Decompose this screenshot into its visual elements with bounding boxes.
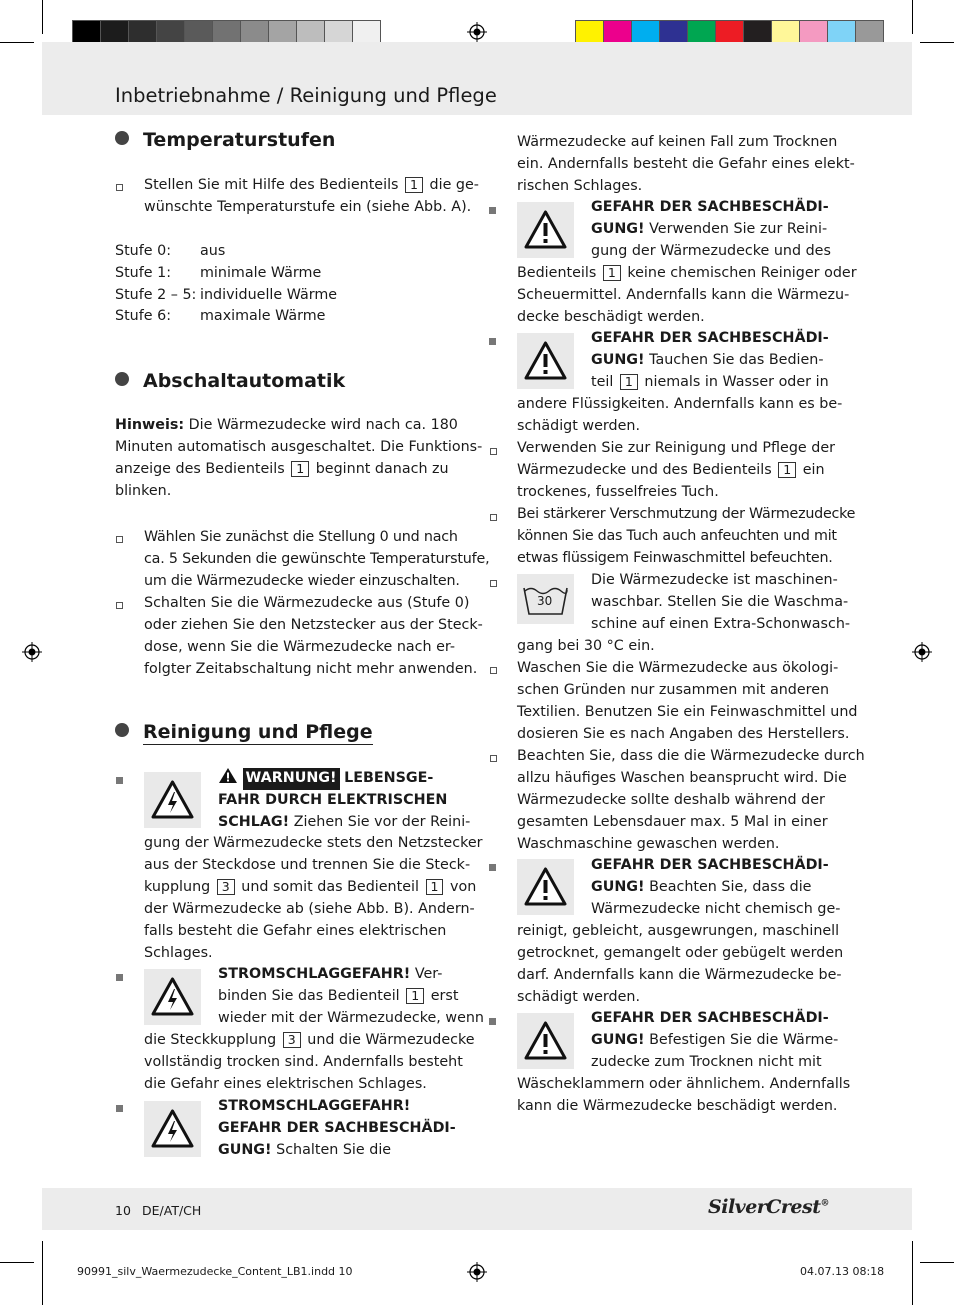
section-heading-abschaltautomatik: Abschaltautomatik bbox=[115, 370, 345, 392]
stufe-row: Stufe 0: aus bbox=[115, 243, 226, 259]
warning-paragraph-cont: gung der Wärmezudecke stets den Netzstecker aus der Steckdose und trennen Sie die Steck- kupplung 3 und somit das Bedienteil 1 von der Wärmezudecke ab (siehe Abb. B). Andern- falls besteht die Gefahr eines elektrischen Schlages. bbox=[144, 835, 483, 961]
registration-mark-icon bbox=[912, 642, 932, 662]
square-bullet-icon bbox=[116, 777, 123, 784]
square-bullet-icon bbox=[116, 1105, 123, 1112]
warning-paragraph: WARNUNG! LEBENSGE- FAHR DURCH ELEKTRISCHEN SCHLAG! Ziehen Sie vor der Reini- bbox=[218, 767, 470, 834]
section-heading-temperaturstufen: Temperaturstufen bbox=[115, 129, 335, 151]
crop-mark bbox=[0, 42, 34, 43]
bullet-dot-icon bbox=[115, 723, 129, 737]
caution-warning-icon bbox=[517, 1013, 574, 1069]
checkbox-bullet-icon bbox=[116, 536, 123, 543]
checkbox-bullet-icon bbox=[116, 184, 123, 191]
square-bullet-icon bbox=[489, 207, 496, 214]
warning-paragraph: GEFAHR DER SACHBESCHÄDI- GUNG! Befestigen Sie die Wärme- zudecke zum Trocknen nicht mit bbox=[591, 1010, 839, 1070]
list-item: Verwenden Sie zur Reinigung und Pflege der Wärmezudecke und des Bedienteils 1 ein trockenes, fusselfreies Tuch. bbox=[517, 440, 835, 500]
warning-paragraph: GEFAHR DER SACHBESCHÄDI- GUNG! Beachten Sie, dass die Wärmezudecke nicht chemisch ge- bbox=[591, 857, 841, 917]
list-item: Die Wärmezudecke ist maschinen- waschbar. Stellen Sie die Waschma- schine auf einen Extra-Schonwasch- bbox=[591, 572, 851, 632]
continued-paragraph: Wärmezudecke auf keinen Fall zum Trocknen ein. Andernfalls besteht die Gefahr eines elekt- rischen Schlages. bbox=[517, 134, 855, 194]
warning-paragraph-cont: reinigt, gebleicht, ausgewrungen, maschinell getrocknet, gemangelt oder gebügelt werden darf. Andernfalls kann die Wärmezudecke be- schädigt werden. bbox=[517, 923, 844, 1005]
caution-warning-icon bbox=[517, 859, 574, 915]
stufe-row: Stufe 2 – 5: individuelle Wärme bbox=[115, 287, 338, 303]
ref-number: 1 bbox=[405, 177, 423, 193]
crop-mark bbox=[42, 1241, 43, 1305]
checkbox-bullet-icon bbox=[490, 514, 497, 521]
bullet-dot-icon bbox=[115, 131, 129, 145]
warning-paragraph-cont: andere Flüssigkeiten. Andernfalls kann es be- schädigt werden. bbox=[517, 396, 843, 434]
square-bullet-icon bbox=[489, 338, 496, 345]
checkbox-bullet-icon bbox=[490, 667, 497, 674]
file-info: 90991_silv_Waermezudecke_Content_LB1.indd 10 bbox=[77, 1265, 353, 1278]
ref-number: 1 bbox=[778, 462, 796, 478]
caution-warning-icon bbox=[517, 333, 574, 389]
wash-30-icon bbox=[517, 574, 574, 624]
checkbox-bullet-icon bbox=[490, 580, 497, 587]
list-item-cont: gang bei 30 °C ein. bbox=[517, 638, 655, 654]
ref-number: 1 bbox=[620, 374, 638, 390]
warning-paragraph: GEFAHR DER SACHBESCHÄDI- GUNG! Verwenden Sie zur Reini- gung der Wärmezudecke und des bbox=[591, 199, 831, 259]
warning-paragraph: STROMSCHLAGGEFAHR! GEFAHR DER SACHBESCHÄDI- GUNG! Schalten Sie die bbox=[218, 1098, 456, 1158]
crop-mark bbox=[42, 0, 43, 34]
square-bullet-icon bbox=[116, 974, 123, 981]
crop-mark bbox=[920, 42, 954, 43]
warning-paragraph: GEFAHR DER SACHBESCHÄDI- GUNG! Tauchen Sie das Bedien- teil 1 niemals in Wasser oder in bbox=[591, 330, 829, 390]
warning-paragraph: STROMSCHLAGGEFAHR! Ver- binden Sie das Bedienteil 1 erst wieder mit der Wärmezudecke, wenn bbox=[218, 966, 484, 1026]
warning-paragraph-cont: die Steckkupplung 3 und die Wärmezudecke vollständig trocken sind. Andernfalls besteht die Gefahr eines elektrischen Schlages. bbox=[144, 1032, 475, 1092]
crop-mark bbox=[912, 1241, 913, 1305]
region-label: DE/AT/CH bbox=[142, 1203, 202, 1218]
registration-mark-icon bbox=[467, 1262, 487, 1282]
page-number: 10 bbox=[115, 1203, 131, 1218]
list-item: Waschen Sie die Wärmezudecke aus ökologi- schen Gründen nur zusammen mit anderen Textilien. Benutzen Sie ein Feinwaschmittel und dosieren Sie es nach Angaben des Herstellers. bbox=[517, 660, 858, 742]
ref-number: 1 bbox=[291, 461, 309, 477]
ref-number: 1 bbox=[603, 265, 621, 281]
registered-mark-icon: ® bbox=[820, 1198, 829, 1209]
list-item: Schalten Sie die Wärmezudecke aus (Stufe 0) oder ziehen Sie den Netzstecker aus der Steck- dose, wenn Sie die Wärmezudecke nach er- folgter Zeitabschaltung nicht mehr anwenden. bbox=[144, 595, 483, 677]
checkbox-bullet-icon bbox=[116, 602, 123, 609]
electric-shock-warning-icon bbox=[144, 969, 201, 1025]
registration-mark-icon bbox=[467, 22, 487, 42]
warning-paragraph-cont: Bedienteils 1 keine chemischen Reiniger oder Scheuermittel. Andernfalls kann die Wärmezu- decke beschädigt werden. bbox=[517, 265, 857, 325]
stufe-row: Stufe 6: maximale Wärme bbox=[115, 308, 326, 324]
checkbox-bullet-icon bbox=[490, 448, 497, 455]
crop-mark bbox=[912, 0, 913, 34]
ref-number: 3 bbox=[217, 879, 235, 895]
warning-paragraph-cont: Wäscheklammern oder ähnlichem. Andernfalls kann die Wärmezudecke beschädigt werden. bbox=[517, 1076, 851, 1114]
warning-triangle-icon bbox=[218, 767, 238, 784]
list-item: Wählen Sie zunächst die Stellung 0 und nach ca. 5 Sekunden die gewünschte Temperaturstufe, um die Wärmezudecke wieder einzuschalten. bbox=[144, 529, 490, 589]
square-bullet-icon bbox=[489, 864, 496, 871]
page-title: Inbetriebnahme / Reinigung und Pflege bbox=[115, 84, 497, 107]
ref-number: 1 bbox=[406, 988, 424, 1004]
caution-warning-icon bbox=[517, 202, 574, 258]
registration-mark-icon bbox=[22, 642, 42, 662]
section-heading-reinigung: Reinigung und Pflege bbox=[115, 721, 373, 743]
brand-logo: SilverCrest® bbox=[708, 1196, 829, 1218]
crop-mark bbox=[920, 1262, 954, 1263]
warning-tag: WARNUNG! bbox=[243, 768, 340, 790]
electric-shock-warning-icon bbox=[144, 1101, 201, 1157]
checkbox-bullet-icon bbox=[490, 755, 497, 762]
list-item: Bei stärkerer Verschmutzung der Wärmezudecke können Sie das Tuch auch anfeuchten und mit etwas flüssigem Feinwaschmittel befeuchten. bbox=[517, 506, 856, 566]
bullet-dot-icon bbox=[115, 372, 129, 386]
print-date: 04.07.13 08:18 bbox=[800, 1265, 885, 1278]
square-bullet-icon bbox=[489, 1018, 496, 1025]
crop-mark bbox=[0, 1262, 34, 1263]
wash-temp-label: 30 bbox=[537, 594, 553, 608]
stufe-row: Stufe 1: minimale Wärme bbox=[115, 265, 322, 281]
hinweis-paragraph: Hinweis: Die Wärmezudecke wird nach ca. 180 Minuten automatisch ausgeschaltet. Die Funktions- anzeige des Bedienteils 1 beginnt danach zu blinken. bbox=[115, 417, 483, 499]
list-item: Beachten Sie, dass die die Wärmezudecke durch allzu häufiges Waschen beansprucht wird. Die Wärmezudecke sollte deshalb während der gesamten Lebensdauer max. 5 Mal in einer Waschmaschine gewaschen werden. bbox=[517, 748, 865, 852]
ref-number: 1 bbox=[426, 879, 444, 895]
paragraph: Stellen Sie mit Hilfe des Bedienteils 1 die ge- wünschte Temperaturstufe ein (siehe Abb. A). bbox=[144, 177, 479, 215]
electric-shock-warning-icon bbox=[144, 772, 201, 828]
ref-number: 3 bbox=[283, 1032, 301, 1048]
